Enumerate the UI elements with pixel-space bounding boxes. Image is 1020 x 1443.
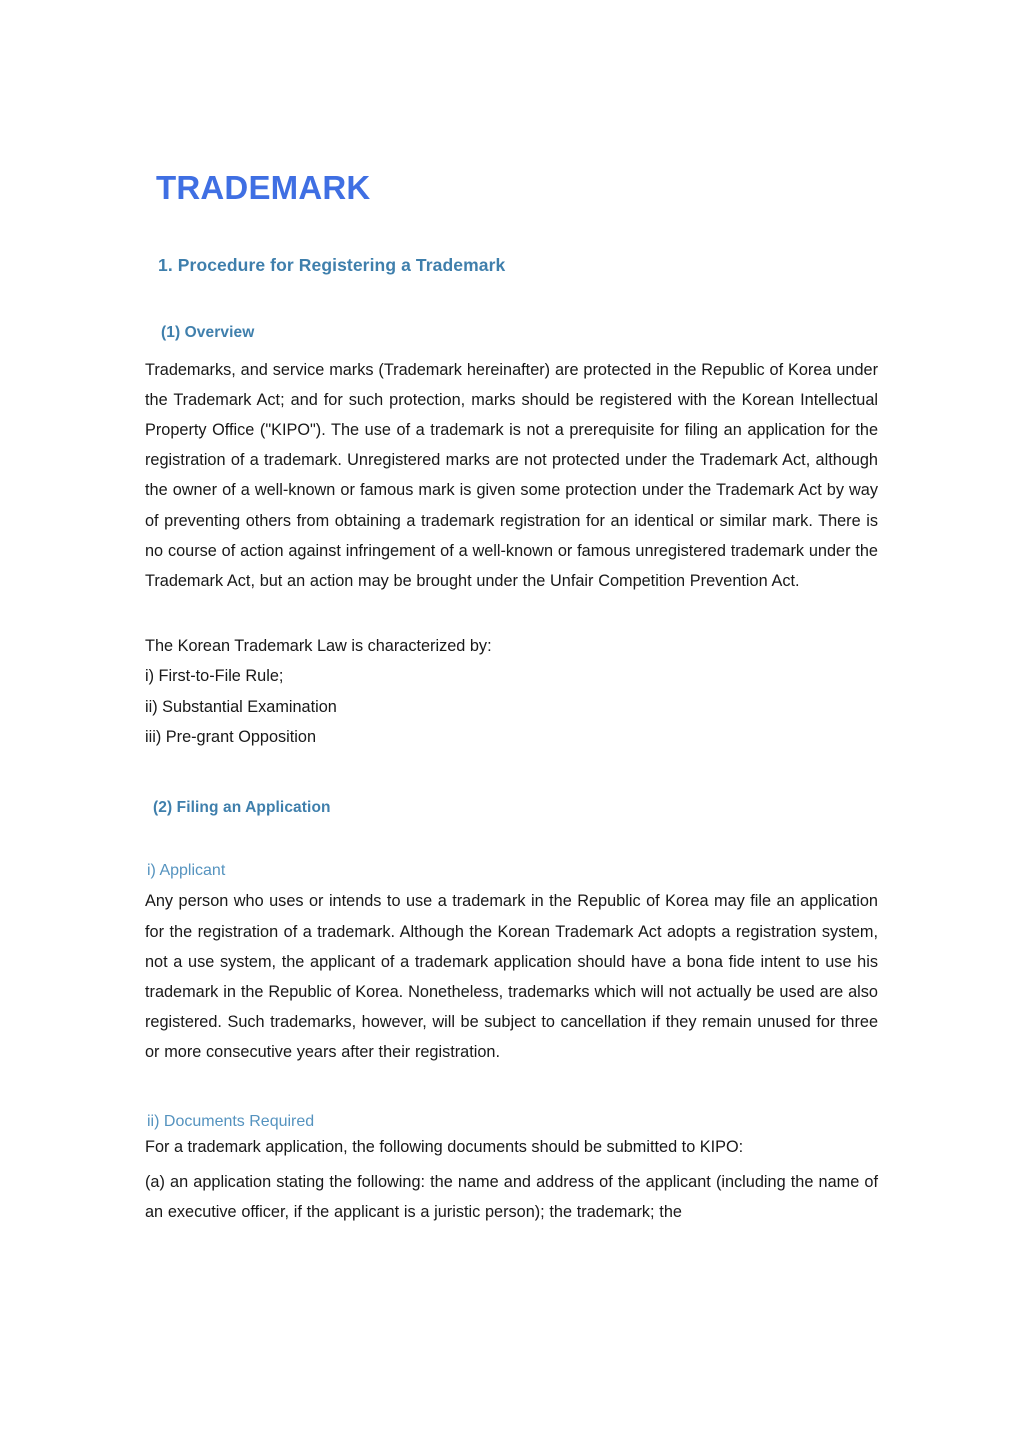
list-item: iii) Pre-grant Opposition bbox=[145, 727, 317, 746]
paragraph-overview: Trademarks, and service marks (Trademark hereinafter) are protected in the Republic of Korea under the Trademark Act; and for such protection, marks should be registered with the Korean Intellectual Property Office ("KIPO"). The use of a trademark is not a prerequisite for filing an application for the registration of a trademark. Unregistered marks are not protected under the Trademark Act, although the owner of a well-known or famous mark is given some protection under the Trademark Act by way of preventing others from obtaining a trademark registration for an identical or similar mark. There is no course of action against infringement of a well-known or famous unregistered trademark under the Trademark Act, but an action may be brought under the Unfair Competition Prevention Act. bbox=[145, 360, 878, 590]
sub-heading-filing-an-application: (2) Filing an Application bbox=[153, 798, 331, 816]
sub-heading-overview: (1) Overview bbox=[161, 324, 255, 342]
list-item: ii) Substantial Examination bbox=[145, 697, 337, 716]
document-content bbox=[145, 0, 878, 1227]
paragraph-documents-item-a: (a) an application stating the following: the name and address of the applicant (including the name of an executive officer, if the applicant is a juristic person); the trademark; the bbox=[145, 1172, 878, 1221]
paragraph-applicant: Any person who uses or intends to use a trademark in the Republic of Korea may file an application for the registration of a trademark. Although the Korean Trademark Act adopts a registration system, not a use system, the applicant of a trademark application should have a bona fide intent to use his trademark in the Republic of Korea. Nonetheless, trademarks which will not actually be used are also registered. Such trademarks, however, will be subject to cancellation if they remain unused for three or more consecutive years after their registration. bbox=[145, 892, 878, 1062]
page-title: TRADEMARK bbox=[156, 169, 371, 206]
minor-heading-documents-required: ii) Documents Required bbox=[147, 1112, 315, 1130]
minor-heading-applicant: i) Applicant bbox=[147, 862, 226, 880]
section-heading-procedure: 1. Procedure for Registering a Trademark bbox=[158, 255, 506, 276]
list-item: i) First-to-File Rule; bbox=[145, 667, 284, 686]
paragraph-documents-intro: For a trademark application, the following documents should be submitted to KIPO: bbox=[145, 1137, 744, 1156]
characteristics-list bbox=[145, 596, 878, 752]
list-intro: The Korean Trademark Law is characterized by: bbox=[145, 637, 492, 656]
